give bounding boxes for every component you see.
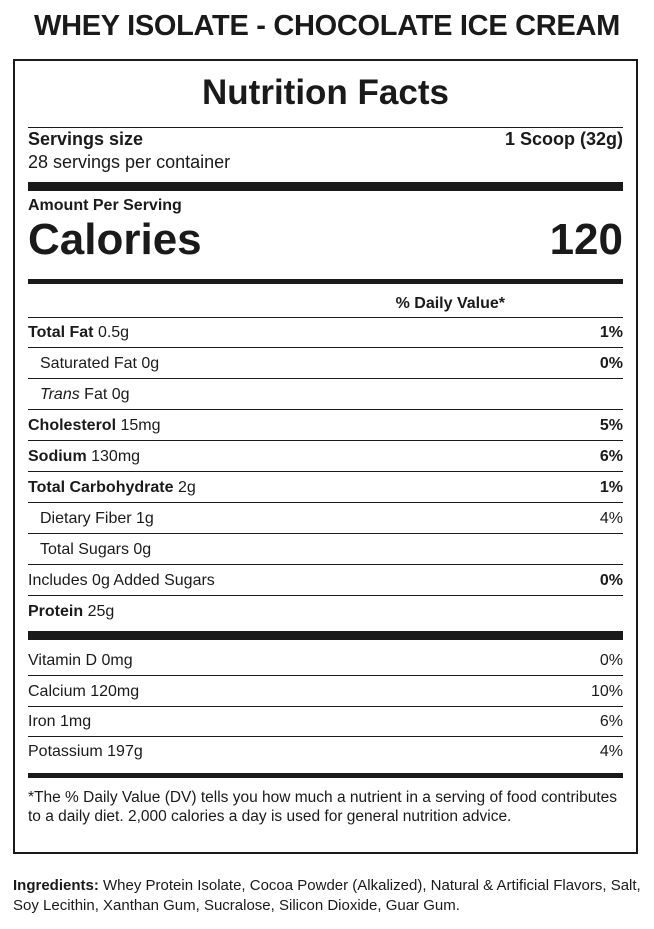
nutrient-row-total-sugars — [28, 535, 623, 565]
vitamin-daily-value: 4% — [599, 743, 623, 760]
nutrient-name: Total Sugars 0g — [40, 541, 152, 558]
vitamin-daily-value: 0% — [599, 652, 623, 669]
nutrient-row-trans-fat — [28, 380, 623, 410]
ingredients — [13, 876, 643, 916]
daily-value-header: % Daily Value* — [395, 295, 505, 312]
nutrient-row-sodium — [28, 442, 623, 472]
nutrient-name: Trans Fat 0g — [40, 386, 130, 403]
thick-divider — [28, 182, 623, 191]
thick-divider — [28, 631, 623, 640]
vitamin-daily-value: 10% — [590, 683, 623, 700]
nutrient-daily-value: 0% — [599, 355, 623, 372]
nutrient-daily-value: 6% — [599, 448, 623, 465]
nutrient-daily-value: 5% — [599, 417, 623, 434]
nutrient-daily-value: 0% — [599, 572, 623, 589]
vitamin-row-potassium — [28, 737, 623, 767]
vitamin-row-iron — [28, 707, 623, 737]
divider — [28, 347, 623, 348]
vitamin-row-vitamin-d — [28, 646, 623, 676]
serving-size-value: 1 Scoop (32g) — [504, 129, 623, 149]
nutrient-daily-value: 1% — [599, 324, 623, 341]
nutrient-row-added-sugars — [28, 566, 623, 596]
vitamin-name: Vitamin D 0mg — [28, 652, 133, 669]
vitamin-name: Iron 1mg — [28, 713, 92, 730]
vitamin-row-calcium — [28, 677, 623, 707]
ingredients-label: Ingredients: — [13, 877, 99, 894]
nutrient-name: Sodium 130mg — [28, 448, 141, 465]
calories-value: 120 — [549, 215, 623, 264]
divider — [28, 595, 623, 596]
vitamin-name: Potassium 197g — [28, 743, 143, 760]
serving-size-label: Servings size — [28, 129, 144, 149]
divider — [28, 409, 623, 410]
nutrient-name: Total Fat 0.5g — [28, 324, 130, 341]
nutrient-name: Protein 25g — [28, 603, 115, 620]
divider — [28, 127, 623, 128]
medium-divider — [28, 773, 623, 778]
nutrient-row-total-fat — [28, 318, 623, 348]
nutrient-row-protein — [28, 597, 623, 627]
divider — [28, 440, 623, 441]
vitamin-name: Calcium 120mg — [28, 683, 140, 700]
daily-value-footnote: *The % Daily Value (DV) tells you how much a nutrient in a serving of food contributes to a daily diet. 2,000 calories a day is used for general nutrition advice. — [28, 789, 617, 825]
product-title: WHEY ISOLATE - CHOCOLATE ICE CREAM — [34, 10, 620, 42]
nutrient-row-saturated-fat — [28, 349, 623, 379]
nutrient-name: Saturated Fat 0g — [40, 355, 160, 372]
ingredients-text: Whey Protein Isolate, Cocoa Powder (Alkalized), Natural & Artificial Flavors, Salt, Soy Lecithin, Xanthan Gum, Sucralose, Silicon Dioxide, Guar Gum. — [13, 877, 641, 914]
divider — [28, 471, 623, 472]
servings-per-container: 28 servings per container — [28, 152, 231, 172]
nutrition-facts-panel — [13, 59, 638, 854]
divider — [28, 502, 623, 503]
nutrient-row-total-carbohydrate — [28, 473, 623, 503]
divider — [28, 378, 623, 379]
vitamin-daily-value: 6% — [599, 713, 623, 730]
nutrient-name: Dietary Fiber 1g — [40, 510, 154, 527]
medium-divider — [28, 279, 623, 284]
divider — [28, 564, 623, 565]
nutrient-daily-value: 1% — [599, 479, 623, 496]
divider — [28, 675, 623, 676]
nutrient-daily-value: 4% — [599, 510, 623, 527]
nutrient-name: Total Carbohydrate 2g — [28, 479, 196, 496]
calories-label: Calories — [28, 215, 202, 264]
nutrient-row-dietary-fiber — [28, 504, 623, 534]
nutrient-row-cholesterol — [28, 411, 623, 441]
nutrient-name: Cholesterol 15mg — [28, 417, 161, 434]
amount-per-serving: Amount Per Serving — [28, 197, 182, 214]
nutrition-facts-title: Nutrition Facts — [202, 73, 449, 112]
divider — [28, 533, 623, 534]
nutrient-name: Includes 0g Added Sugars — [28, 572, 215, 589]
